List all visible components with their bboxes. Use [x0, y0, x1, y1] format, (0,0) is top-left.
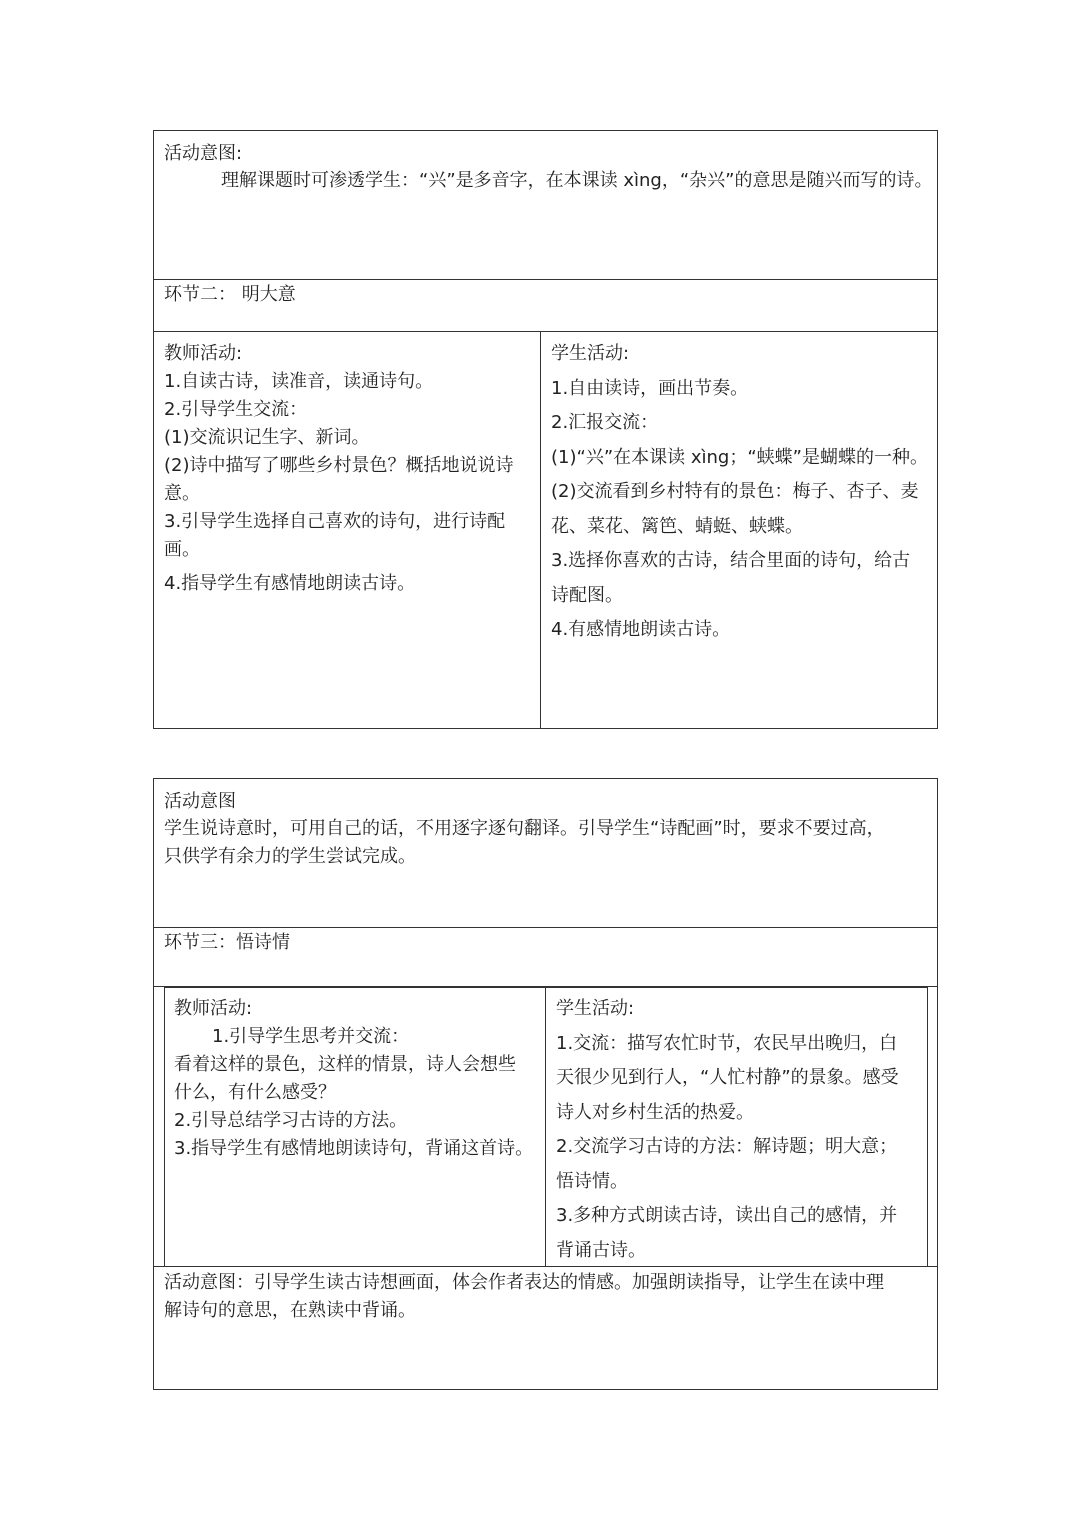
- table-2-column-divider: [545, 987, 546, 1267]
- teacher-line: 1.自读古诗，读准音，读通诗句。: [164, 371, 434, 392]
- student-line: 1.交流：描写农忙时节，农民早出晚归，白: [556, 1032, 898, 1054]
- teacher-line: 2.引导总结学习古诗的方法。: [174, 1110, 408, 1131]
- final-intent-line: 活动意图：引导学生读古诗想画面，体会作者表达的情感。加强朗读指导，让学生在读中理: [164, 1272, 884, 1293]
- student-line: 4.有感情地朗读古诗。: [551, 619, 731, 640]
- student-line: 诗配图。: [551, 584, 623, 606]
- final-intent-line: 解诗句的意思，在熟读中背诵。: [164, 1300, 416, 1321]
- table-2-intent-label: 活动意图: [164, 791, 236, 812]
- table-1-teacher-cell: [164, 340, 536, 598]
- teacher-activity-label: 教师活动:: [174, 998, 253, 1019]
- student-line: 3.多种方式朗读古诗，读出自己的感情，并: [556, 1205, 898, 1226]
- table-2-student-cell: [556, 992, 926, 1268]
- teacher-line: 看着这样的景色，这样的情景，诗人会想些: [174, 1054, 516, 1075]
- table-2-intent-line: 只供学有余力的学生尝试完成。: [164, 846, 416, 867]
- teacher-line: 4.指导学生有感情地朗读古诗。: [164, 573, 416, 594]
- student-line: (2)交流看到乡村特有的景色：梅子、杏子、麦: [551, 481, 919, 502]
- student-line: 2.汇报交流：: [551, 412, 659, 433]
- teacher-line: 什么，有什么感受？: [174, 1082, 336, 1103]
- table-1-student-cell: [551, 337, 935, 648]
- student-line: 背诵古诗。: [556, 1239, 646, 1261]
- student-line: 3.选择你喜欢的古诗，结合里面的诗句，给古: [551, 550, 911, 571]
- teacher-line: 2.引导学生交流：: [164, 399, 308, 420]
- student-line: 悟诗情。: [556, 1170, 628, 1192]
- student-activity-label: 学生活动:: [551, 343, 630, 364]
- teacher-line: 3.引导学生选择自己喜欢的诗句，进行诗配: [164, 511, 506, 532]
- student-line: (1)“兴”在本课读 xìng；“蛱蝶”是蝴蝶的一种。: [551, 446, 929, 468]
- teacher-line: 意。: [164, 483, 200, 504]
- teacher-line: 画。: [164, 539, 200, 560]
- student-line: 诗人对乡村生活的热爱。: [556, 1101, 754, 1123]
- table-1-intent-label: 活动意图:: [164, 143, 243, 164]
- student-line: 天很少见到行人，“人忙村静”的景象。感受: [556, 1067, 899, 1088]
- student-line: 花、菜花、篱笆、蜻蜓、蛱蝶。: [551, 515, 803, 537]
- teacher-line: 3.指导学生有感情地朗读诗句，背诵这首诗。: [174, 1138, 534, 1159]
- table-1-divider-1: [153, 279, 938, 280]
- table-2-intent-line: 学生说诗意时，可用自己的话，不用逐字逐句翻译。引导学生“诗配画”时，要求不要过高，: [164, 818, 885, 839]
- table-1-divider-2: [153, 331, 938, 332]
- teacher-line: 1.引导学生思考并交流：: [212, 1026, 410, 1047]
- student-line: 1.自由读诗，画出节奏。: [551, 377, 749, 399]
- student-line: 2.交流学习古诗的方法：解诗题；明大意；: [556, 1136, 898, 1157]
- table-2-divider-1: [153, 927, 938, 928]
- student-activity-label: 学生活动:: [556, 998, 635, 1019]
- section-2-title: 环节二： 明大意: [164, 284, 296, 305]
- teacher-line: (1)交流识记生字、新词。: [164, 427, 370, 448]
- table-1-column-divider: [540, 331, 541, 729]
- table-1-intent-text: 理解课题时可渗透学生：“兴”是多音字，在本课读 xìng，“杂兴”的意思是随兴而写的诗。: [221, 170, 933, 191]
- section-3-title: 环节三：悟诗情: [164, 932, 290, 953]
- table-2-teacher-cell: [174, 995, 542, 1163]
- teacher-activity-label: 教师活动:: [164, 343, 243, 364]
- teacher-line: (2)诗中描写了哪些乡村景色？概括地说说诗: [164, 455, 514, 476]
